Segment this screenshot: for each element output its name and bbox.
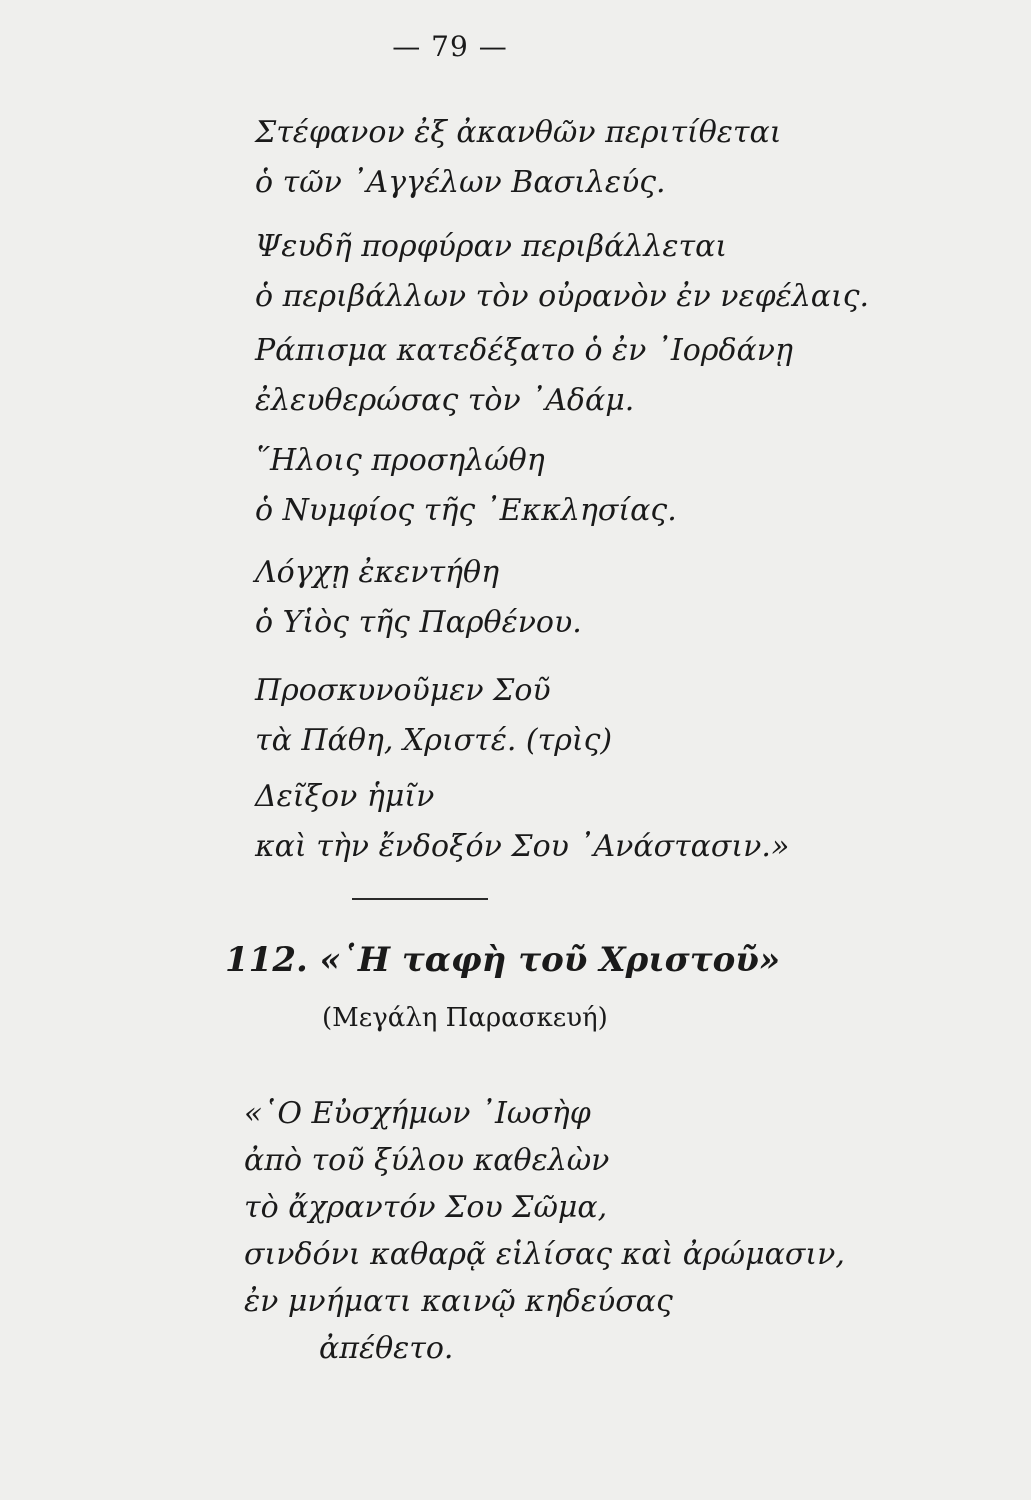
stanza-6 xyxy=(255,666,612,766)
verse-line: ἀπέθετο. xyxy=(319,1331,454,1366)
section-heading: 112. «῾Η ταφὴ τοῦ Χριστοῦ» xyxy=(225,940,781,980)
stanza-2 xyxy=(255,222,869,322)
verse-line: Δεῖξον ἡμῖν xyxy=(255,779,435,814)
verse-line: καὶ τὴν ἔνδοξόν Σου ᾿Ανάστασιν.» xyxy=(255,829,790,864)
verse-line: ἐλευθερώσας τὸν ᾿Αδάμ. xyxy=(255,383,635,418)
verse-line: Λόγχῃ ἐκεντήθη xyxy=(255,555,500,590)
stanza-4 xyxy=(255,436,677,536)
verse-line: σινδόνι καθαρᾷ εἱλίσας καὶ ἀρώμασιν, xyxy=(244,1237,845,1272)
page-number: — 79 — xyxy=(392,30,508,63)
verse-line: τὸ ἄχραντόν Σου Σῶμα, xyxy=(244,1190,608,1225)
verse-line: ὁ τῶν ᾿Αγγέλων Βασιλεύς. xyxy=(255,165,666,200)
section-poem xyxy=(244,1090,845,1372)
stanza-7 xyxy=(255,772,789,872)
verse-line: ῞Ηλοις προσηλώθη xyxy=(255,443,545,478)
verse-line: ἀπὸ τοῦ ξύλου καθελὼν xyxy=(244,1143,610,1178)
section-subheading: (Μεγάλη Παρασκευή) xyxy=(322,1003,608,1033)
verse-line: ἐν μνήματι καινῷ κηδεύσας xyxy=(244,1284,673,1319)
verse-line: ὁ Νυμφίος τῆς ᾿Εκκλησίας. xyxy=(255,493,677,528)
verse-line: Ψευδῆ πορφύραν περιβάλλεται xyxy=(255,229,728,264)
stanza-5 xyxy=(255,548,582,648)
section-divider xyxy=(352,898,488,900)
stanza-1 xyxy=(255,108,781,208)
verse-line: ὁ περιβάλλων τὸν οὐρανὸν ἐν νεφέλαις. xyxy=(255,279,870,314)
verse-line: τὰ Πάθη, Χριστέ. (τρὶς) xyxy=(255,723,613,758)
verse-line: Στέφανον ἐξ ἀκανθῶν περιτίθεται xyxy=(255,115,782,150)
stanza-3 xyxy=(255,326,793,426)
verse-line: «῾Ο Εὐσχήμων ᾿Ιωσὴφ xyxy=(244,1096,591,1131)
verse-line: ὁ Υἱὸς τῆς Παρθένου. xyxy=(255,605,582,640)
verse-line: Ράπισμα κατεδέξατο ὁ ἐν ᾿Ιορδάνῃ xyxy=(255,333,794,368)
verse-line: Προσκυνοῦμεν Σοῦ xyxy=(255,673,551,708)
